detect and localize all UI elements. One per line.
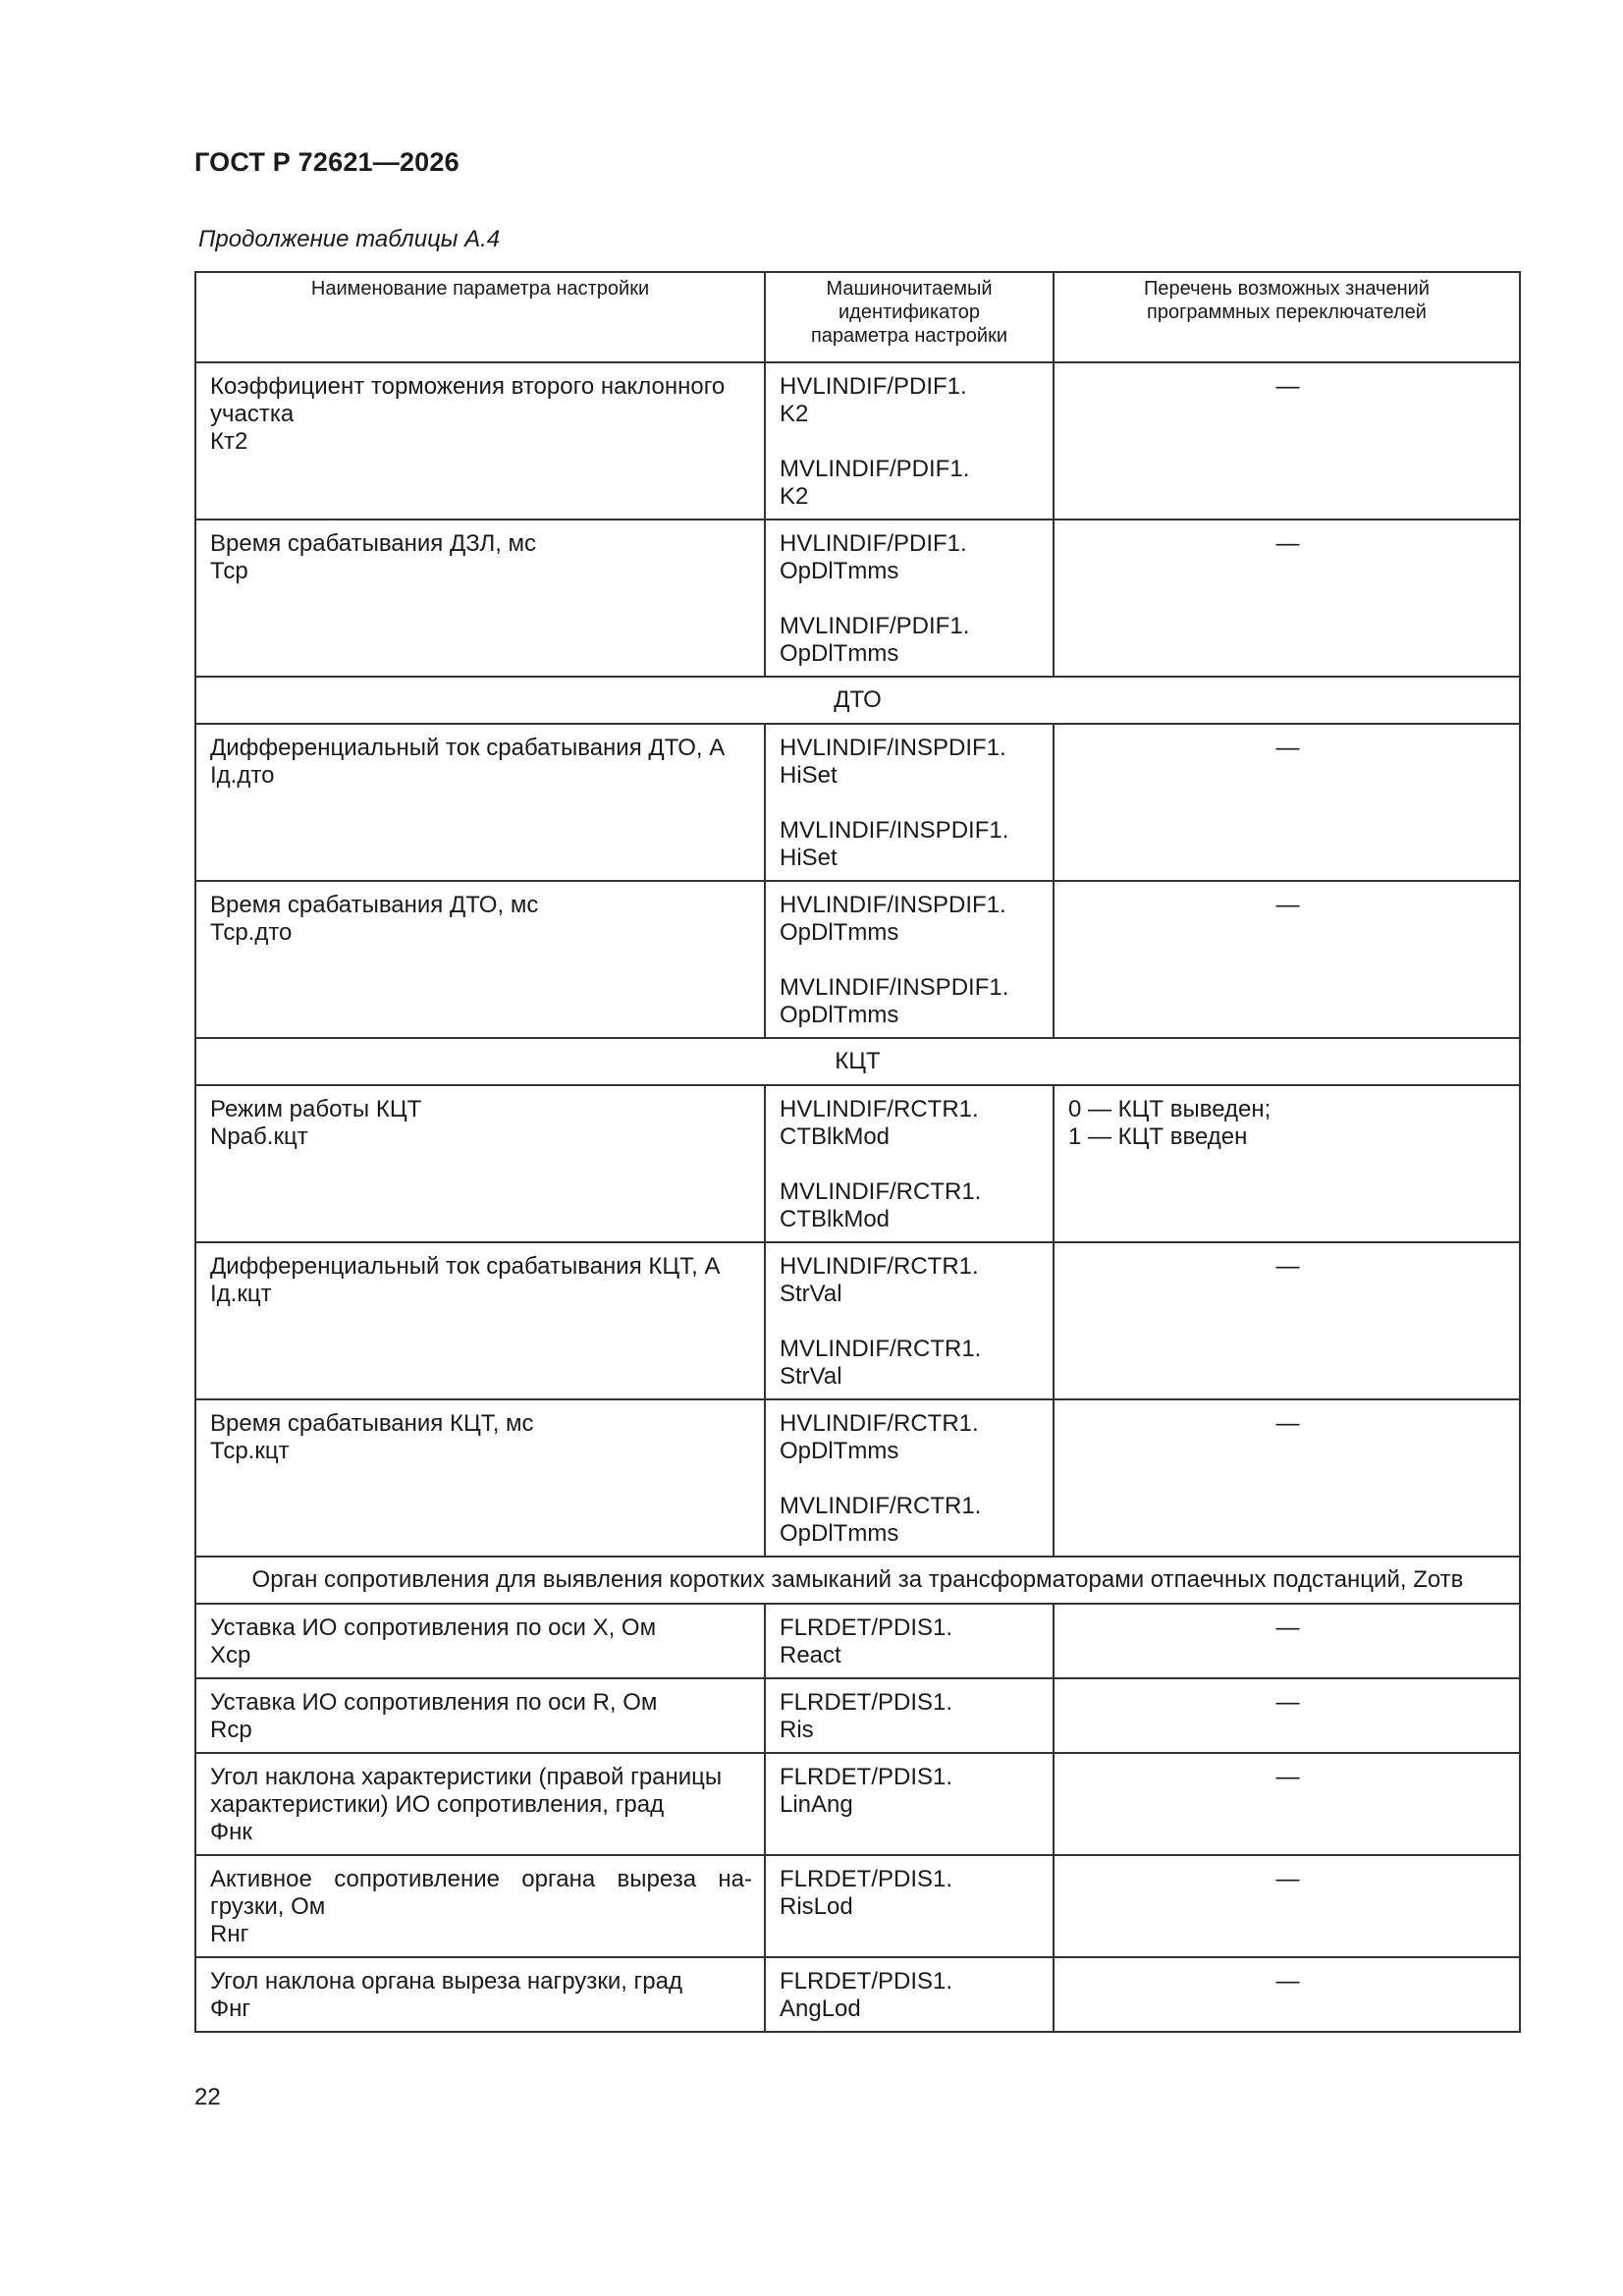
table-header-row: [195, 272, 1520, 362]
identifier: MVLINDIF/RCTR1.: [780, 1336, 982, 1362]
table-row: [195, 1753, 1520, 1855]
parameter-name: Время срабатывания ДТО, мс: [210, 892, 539, 918]
page-number: 22: [194, 2084, 221, 2110]
identifier: AngLod: [780, 1995, 861, 2022]
parameter-symbol: Rнг: [210, 1921, 249, 1947]
identifier-cell: [765, 1399, 1054, 1557]
parameter-name-cell: [195, 1085, 765, 1242]
identifier: FLRDET/PDIS1.: [780, 1968, 953, 1995]
table-row: [195, 1604, 1520, 1678]
parameter-name-cell: [195, 1604, 765, 1678]
identifier: MVLINDIF/RCTR1.: [780, 1178, 982, 1205]
parameter-symbol: Nраб.кцт: [210, 1123, 308, 1150]
identifier: OpDlTmms: [780, 919, 899, 946]
identifier: LinAng: [780, 1791, 853, 1818]
identifier-cell: [765, 519, 1054, 677]
identifier: HVLINDIF/PDIF1.: [780, 530, 967, 557]
identifier-cell: [765, 1604, 1054, 1678]
values-cell: [1054, 881, 1520, 1038]
identifier: HVLINDIF/INSPDIF1.: [780, 892, 1006, 918]
parameter-symbol: Φнк: [210, 1819, 252, 1845]
identifier: MVLINDIF/INSPDIF1.: [780, 817, 1009, 844]
identifier: StrVal: [780, 1363, 842, 1390]
values-text: —: [1275, 1866, 1300, 1892]
values-cell: [1054, 724, 1520, 881]
table-row: [195, 724, 1520, 881]
identifier-cell: [765, 362, 1054, 519]
values-cell: [1054, 1604, 1520, 1678]
parameter-symbol: Тср: [210, 558, 248, 584]
values-text: —: [1275, 1614, 1300, 1641]
table-row: [195, 1957, 1520, 2032]
identifier-cell: [765, 1753, 1054, 1855]
identifier-cell: [765, 724, 1054, 881]
header-text: Перечень возможных значений: [1144, 278, 1430, 300]
values-cell: [1054, 1399, 1520, 1557]
parameter-name: Активное сопротивление органа выреза на-: [210, 1866, 752, 1892]
parameter-name: Угол наклона характеристики (правой границы: [210, 1764, 723, 1790]
identifier: K2: [780, 401, 809, 427]
identifier: FLRDET/PDIS1.: [780, 1689, 953, 1716]
identifier-cell: [765, 1242, 1054, 1399]
header-text: параметра настройки: [810, 325, 1008, 347]
identifier-cell: [765, 1855, 1054, 1957]
identifier: HVLINDIF/INSPDIF1.: [780, 735, 1006, 761]
table-row: [195, 362, 1520, 519]
parameter-symbol: Φнг: [210, 1995, 251, 2022]
identifier: MVLINDIF/PDIF1.: [780, 613, 970, 639]
parameter-name-cell: [195, 1399, 765, 1557]
identifier: OpDlTmms: [780, 1002, 899, 1028]
values-text: 1 — КЦТ введен: [1068, 1123, 1248, 1150]
values-text: —: [1275, 530, 1300, 557]
header-parameter-name: [195, 272, 765, 362]
document-header: ГОСТ Р 72621—2026: [194, 147, 460, 177]
parameter-symbol: Кт2: [210, 428, 248, 455]
parameter-name: Дифференциальный ток срабатывания ДТО, А: [210, 735, 726, 761]
section-row: [195, 677, 1520, 724]
table-row: [195, 1855, 1520, 1957]
parameter-name-cell: [195, 1242, 765, 1399]
parameter-symbol: Тср.дто: [210, 919, 293, 946]
identifier: CTBlkMod: [780, 1123, 891, 1150]
values-text: —: [1275, 1253, 1300, 1280]
parameter-name-cell: [195, 519, 765, 677]
parameter-name: Уставка ИО сопротивления по оси X, Ом: [210, 1614, 657, 1641]
identifier: HVLINDIF/RCTR1.: [780, 1410, 979, 1437]
values-cell: [1054, 1957, 1520, 2032]
identifier: RisLod: [780, 1893, 853, 1920]
parameter-name: Время срабатывания КЦТ, мс: [210, 1410, 534, 1437]
parameter-name: Угол наклона органа выреза нагрузки, град: [210, 1968, 683, 1995]
values-cell: [1054, 1242, 1520, 1399]
identifier: FLRDET/PDIS1.: [780, 1866, 953, 1892]
values-cell: [1054, 362, 1520, 519]
section-row: [195, 1038, 1520, 1085]
identifier: FLRDET/PDIS1.: [780, 1614, 953, 1641]
identifier: HiSet: [780, 845, 838, 871]
identifier: OpDlTmms: [780, 1438, 899, 1464]
parameter-name: Режим работы КЦТ: [210, 1096, 422, 1122]
header-text: программных переключателей: [1147, 301, 1427, 323]
table-row: [195, 1085, 1520, 1242]
parameter-name-cell: [195, 724, 765, 881]
parameter-symbol: Тср.кцт: [210, 1438, 290, 1464]
table-row: [195, 1242, 1520, 1399]
values-cell: [1054, 1753, 1520, 1855]
parameter-name-cell: [195, 1957, 765, 2032]
parameter-name: Время срабатывания ДЗЛ, мс: [210, 530, 537, 557]
identifier: K2: [780, 483, 809, 510]
values-cell: [1054, 1678, 1520, 1753]
identifier: HiSet: [780, 762, 838, 789]
identifier: React: [780, 1642, 841, 1668]
table-row: [195, 519, 1520, 677]
values-cell: [1054, 1085, 1520, 1242]
header-text: идентификатор: [838, 301, 981, 323]
values-text: —: [1275, 735, 1300, 761]
parameter-symbol: Rср: [210, 1717, 252, 1743]
identifier-cell: [765, 1957, 1054, 2032]
parameter-name-cell: [195, 1678, 765, 1753]
parameter-symbol: Xср: [210, 1642, 251, 1668]
identifier: OpDlTmms: [780, 640, 899, 667]
header-machine-id: [765, 272, 1054, 362]
parameter-name-cell: [195, 1855, 765, 1957]
identifier: OpDlTmms: [780, 558, 899, 584]
identifier: CTBlkMod: [780, 1206, 891, 1232]
identifier: FLRDET/PDIS1.: [780, 1764, 953, 1790]
values-text: —: [1275, 1410, 1300, 1437]
parameter-symbol: Iд.дто: [210, 762, 275, 789]
values-text: 0 — КЦТ выведен;: [1068, 1096, 1271, 1122]
identifier: OpDlTmms: [780, 1520, 899, 1547]
values-text: —: [1275, 1689, 1300, 1716]
table-row: [195, 1678, 1520, 1753]
header-text: Машиночитаемый: [826, 278, 993, 300]
identifier: MVLINDIF/PDIF1.: [780, 456, 970, 482]
parameter-name: характеристики) ИО сопротивления, град: [210, 1791, 665, 1818]
identifier-cell: [765, 881, 1054, 1038]
values-text: —: [1275, 1968, 1300, 1995]
parameter-name-cell: [195, 1753, 765, 1855]
parameter-name: грузки, Ом: [210, 1893, 326, 1920]
identifier: MVLINDIF/RCTR1.: [780, 1493, 982, 1519]
values-cell: [1054, 519, 1520, 677]
values-cell: [1054, 1855, 1520, 1957]
parameter-name: участка: [210, 401, 295, 427]
table-row: [195, 881, 1520, 1038]
section-row: [195, 1557, 1520, 1604]
parameters-table: [194, 271, 1521, 2033]
parameter-name-cell: [195, 362, 765, 519]
parameter-name: Коэффициент торможения второго наклонного: [210, 373, 726, 400]
identifier-cell: [765, 1085, 1054, 1242]
identifier: HVLINDIF/PDIF1.: [780, 373, 967, 400]
parameter-name-cell: [195, 881, 765, 1038]
section-title: КЦТ: [195, 1038, 1520, 1085]
parameter-symbol: Iд.кцт: [210, 1281, 272, 1307]
table-caption: Продолжение таблицы А.4: [198, 226, 501, 252]
identifier: StrVal: [780, 1281, 842, 1307]
parameter-name: Дифференциальный ток срабатывания КЦТ, А: [210, 1253, 721, 1280]
values-text: —: [1275, 1764, 1300, 1790]
table-row: [195, 1399, 1520, 1557]
identifier: Ris: [780, 1717, 814, 1743]
header-text: Наименование параметра настройки: [310, 278, 650, 300]
identifier: HVLINDIF/RCTR1.: [780, 1096, 979, 1122]
header-switch-values: [1054, 272, 1520, 362]
parameter-name: Уставка ИО сопротивления по оси R, Ом: [210, 1689, 658, 1716]
values-text: —: [1275, 373, 1300, 400]
identifier: MVLINDIF/INSPDIF1.: [780, 974, 1009, 1001]
section-title: ДТО: [195, 677, 1520, 724]
section-title: Орган сопротивления для выявления коротких замыканий за трансформаторами отпаечных подстанций, Zотв: [195, 1557, 1520, 1604]
identifier: HVLINDIF/RCTR1.: [780, 1253, 979, 1280]
identifier-cell: [765, 1678, 1054, 1753]
values-text: —: [1275, 892, 1300, 918]
